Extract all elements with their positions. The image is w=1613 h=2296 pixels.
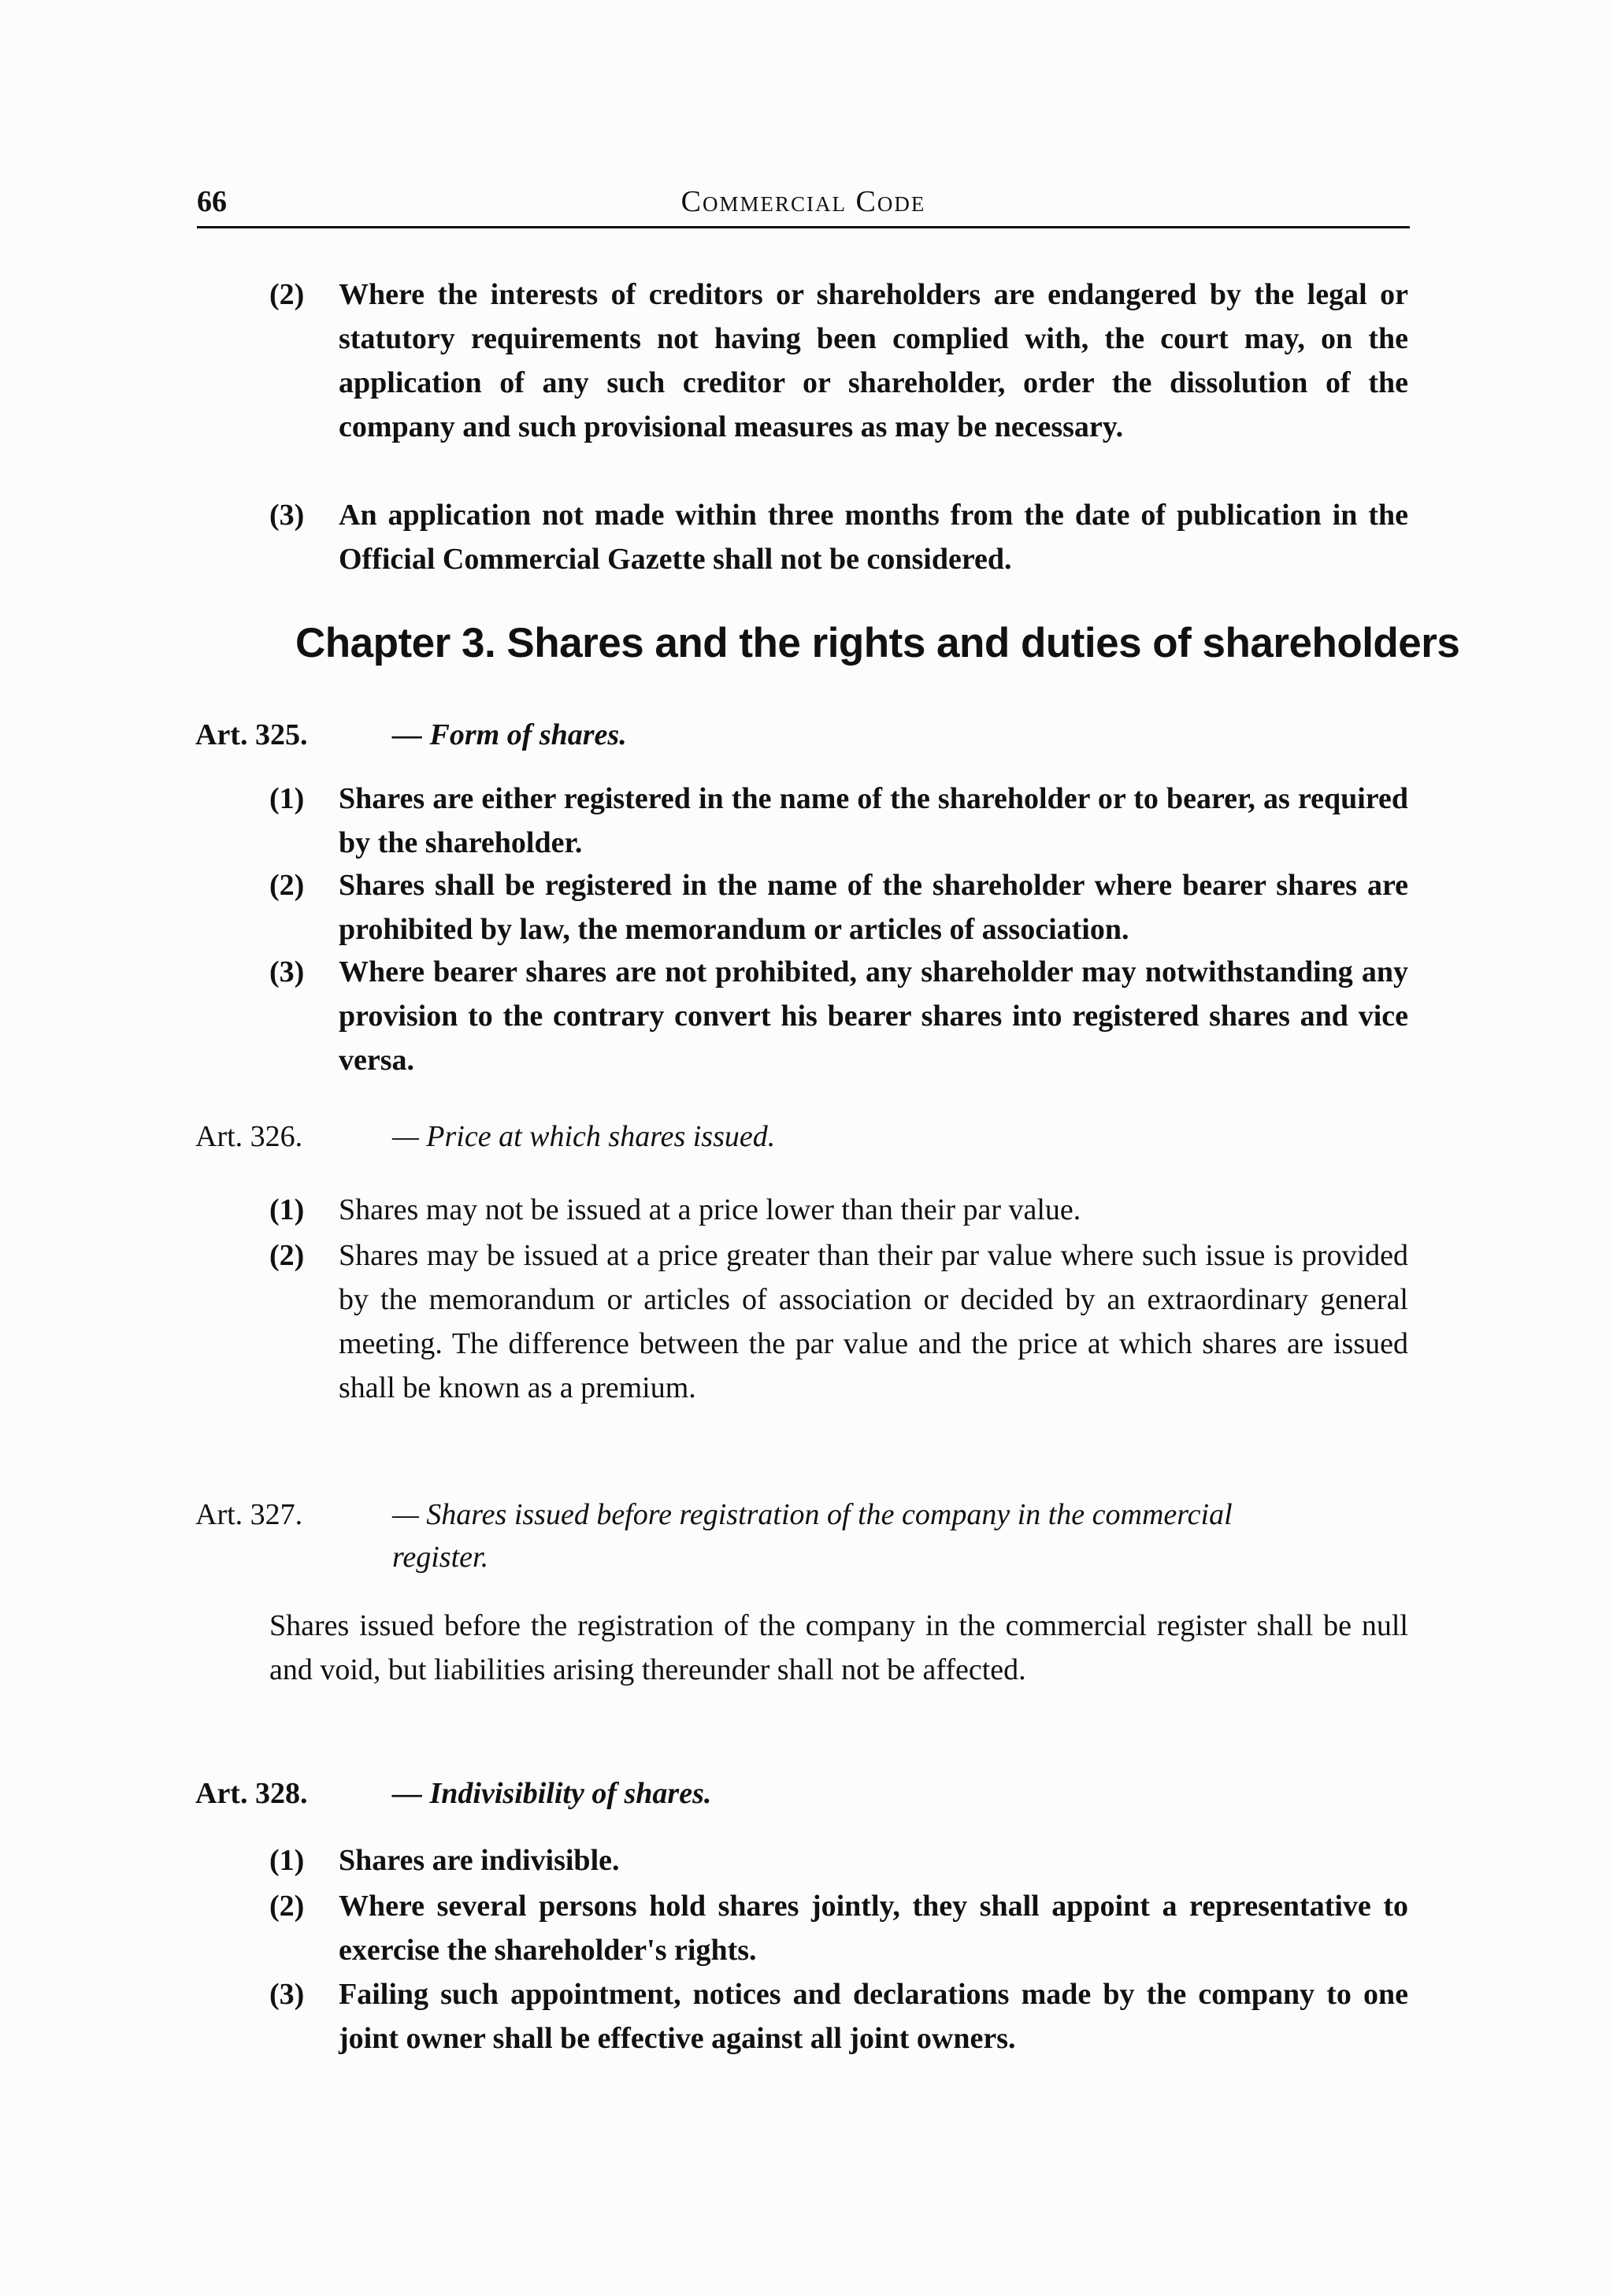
article-title-continuation: register. (392, 1541, 489, 1574)
paragraph-number: (2) (269, 1890, 305, 1923)
article-heading (195, 1493, 1233, 1536)
header-rule (197, 226, 1410, 228)
intro-paragraph (269, 273, 1408, 449)
paragraph-text: Shares are either registered in the name of the shareholder or to bearer, as required by the shareholder. (339, 782, 1408, 859)
paragraph-text: Where bearer shares are not prohibited, any shareholder may notwithstanding any provision to the contrary convert his bearer shares into registered shares and vice versa. (339, 955, 1408, 1077)
article-title: — Form of shares. (392, 718, 627, 751)
article-heading (195, 714, 627, 756)
article-title: — Price at which shares issued. (392, 1120, 776, 1153)
article-label: Art. 327. (195, 1498, 303, 1531)
article-title: — Indivisibility of shares. (392, 1777, 712, 1810)
article-paragraph (269, 863, 1408, 951)
article-label: Art. 328. (195, 1777, 308, 1810)
article-paragraph (269, 1838, 1408, 1882)
paragraph-number: (2) (269, 1239, 305, 1272)
paragraph-text: Where the interests of creditors or shareholders are endangered by the legal or statutory requirements not having been complied with, the court may, on the application of any such creditor or shareholder, order the dissolution of the company and such provisional measures as may be necessary. (339, 278, 1408, 443)
running-head (197, 178, 1410, 228)
article-paragraph (269, 777, 1408, 865)
paragraph-number: (1) (269, 1193, 305, 1226)
paragraph-text: Where several persons hold shares jointly, they shall appoint a representative to exercise the shareholder's rights. (339, 1890, 1408, 1967)
article-paragraph (269, 1884, 1408, 1972)
paragraph-number: (2) (269, 278, 305, 311)
article-heading (195, 1772, 711, 1815)
paragraph-text: Shares may be issued at a price greater than their par value where such issue is provided by the memorandum or articles of association or decided by an extraordinary general meeting. The difference between the par value and the price at which shares are issued shall be known as a premium. (339, 1239, 1408, 1404)
paragraph-number: (3) (269, 955, 305, 989)
page-number: 66 (197, 185, 227, 218)
paragraph-text: Failing such appointment, notices and declarations made by the company to one joint owner shall be effective against all joint owners. (339, 1978, 1408, 2055)
article-label: Art. 325. (195, 718, 308, 751)
article-paragraph (269, 1233, 1408, 1410)
paragraph-number: (3) (269, 1978, 305, 2011)
paragraph-text: Shares shall be registered in the name of the shareholder where bearer shares are prohibited by law, the memorandum or articles of association. (339, 869, 1408, 946)
paragraph-number: (1) (269, 1844, 305, 1877)
running-title: Commercial Code (680, 185, 926, 218)
article-label: Art. 326. (195, 1120, 303, 1153)
paragraph-text: Shares may not be issued at a price lower than their par value. (339, 1193, 1081, 1226)
paragraph-number: (2) (269, 869, 305, 902)
intro-paragraph (269, 493, 1408, 581)
paragraph-text: An application not made within three months from the date of publication in the Official Commercial Gazette shall not be considered. (339, 499, 1408, 576)
article-paragraph (269, 1188, 1408, 1232)
article-paragraph (269, 1972, 1408, 2060)
chapter-heading: Chapter 3. Shares and the rights and duties of shareholders (295, 620, 1460, 666)
article-title: — Shares issued before registration of the company in the commercial (392, 1498, 1233, 1531)
article-body: Shares issued before the registration of the company in the commercial register shall be null and void, but liabilities arising thereunder shall not be affected. (269, 1609, 1408, 1686)
paragraph-number: (1) (269, 782, 305, 815)
article-heading (195, 1115, 775, 1158)
paragraph-text: Shares are indivisible. (339, 1844, 620, 1877)
paragraph-number: (3) (269, 499, 305, 532)
article-paragraph (269, 950, 1408, 1082)
